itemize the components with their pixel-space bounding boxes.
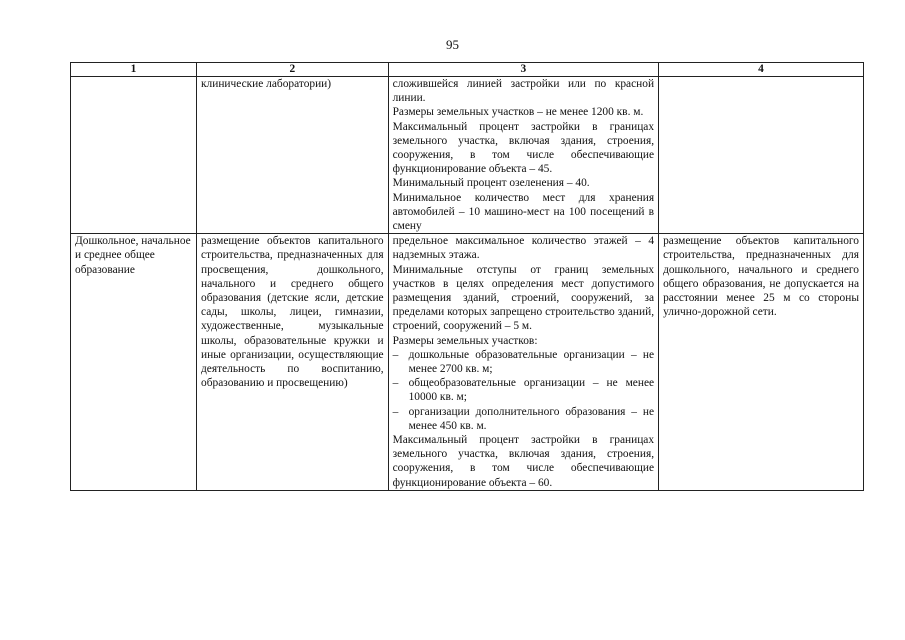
row1-col3-para: Минимальное количество мест для хранения автомобилей – 10 машино-мест на 100 посещений в смену bbox=[392, 191, 655, 233]
table-header-row bbox=[71, 63, 864, 77]
zoning-table bbox=[70, 62, 864, 491]
list-item: – дошкольные образовательные организации – не менее 2700 кв. м; bbox=[393, 348, 654, 376]
row2-col3-para: Максимальный процент застройки в границах земельного участка, включая здания, строения, сооружения, в том числе обеспечивающие функционирование объекта – 60. bbox=[392, 434, 655, 489]
row2-col3 bbox=[388, 234, 658, 491]
table-row bbox=[71, 234, 864, 491]
list-item: – организации дополнительного образования – не менее 450 кв. м. bbox=[393, 405, 654, 433]
row1-col3-para: Размеры земельных участков – не менее 1200 кв. м. bbox=[392, 106, 644, 119]
column-header-3: 3 bbox=[388, 63, 658, 77]
column-header-4: 4 bbox=[659, 63, 864, 77]
row1-col3-para: Минимальный процент озеленения – 40. bbox=[392, 177, 590, 190]
row1-col2: клинические лаборатории) bbox=[197, 77, 389, 234]
row2-col4: размещение объектов капитального строительства, предназначенных для дошкольного, начального и среднего общего образования, не допускается на расстоянии менее 25 м со стороны улично-дорожной сети. bbox=[659, 234, 864, 491]
column-header-2: 2 bbox=[197, 63, 389, 77]
row1-col1 bbox=[71, 77, 197, 234]
row2-col3-para: Минимальные отступы от границ земельных участков в целях определения мест допустимого размещения зданий, строений, сооружений, за пределами которых запрещено строительство зданий, строений, сооружений – 5 м. bbox=[392, 263, 655, 333]
column-header-1: 1 bbox=[71, 63, 197, 77]
list-item: – общеобразовательные организации – не менее 10000 кв. м; bbox=[393, 376, 654, 404]
row1-col3 bbox=[388, 77, 658, 234]
row2-col3-para: Размеры земельных участков: bbox=[392, 334, 538, 347]
row1-col3-para: сложившейся линией застройки или по красной линии. bbox=[392, 78, 655, 105]
row2-col1: Дошкольное, начальное и среднее общее образование bbox=[71, 234, 197, 491]
table-row bbox=[71, 77, 864, 234]
row1-col4 bbox=[659, 77, 864, 234]
row1-col3-para: Максимальный процент застройки в границах земельного участка, включая здания, строения, сооружения, в том числе обеспечивающие функционирование объекта – 45. bbox=[392, 120, 655, 176]
page-number: 95 bbox=[446, 37, 459, 52]
row2-col2: размещение объектов капитального строительства, предназначенных для просвещения, дошкольного, начального и среднего общего образования (детские ясли, детские сады, школы, лицеи, гимназии, художественные, музыкальные школы, образовательные кружки и иные организации, осуществляющие деятельность по воспитанию, образованию и просвещению) bbox=[197, 234, 389, 491]
row2-col3-para: предельное максимальное количество этажей – 4 надземных этажа. bbox=[392, 235, 655, 262]
land-size-list bbox=[393, 348, 654, 433]
